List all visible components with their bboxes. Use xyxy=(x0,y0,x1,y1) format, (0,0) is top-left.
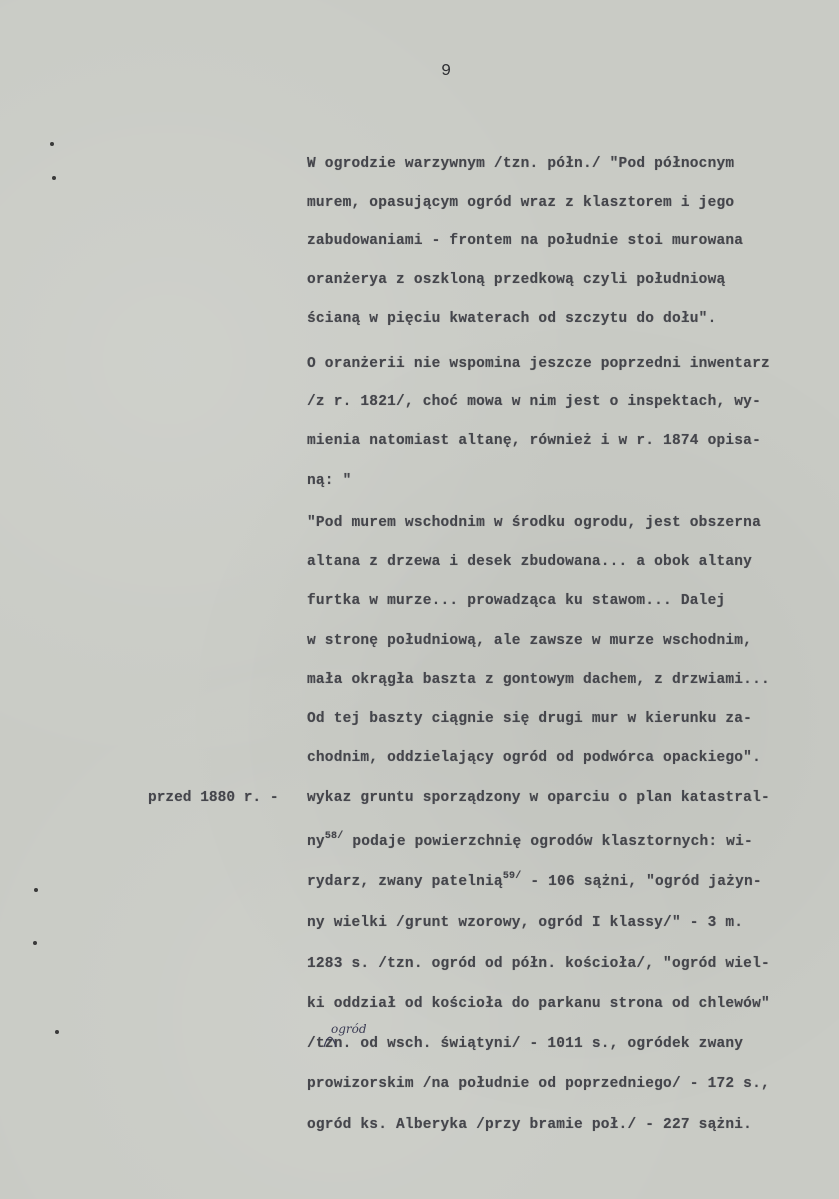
text-line: prowizorskim /na południe od poprzedniego/ - 172 s., xyxy=(307,1076,770,1092)
text-line: W ogrodzie warzywnym /tzn. półn./ "Pod północnym xyxy=(307,156,735,172)
punch-mark-icon xyxy=(55,1030,59,1034)
text-line: ną: " xyxy=(307,473,352,489)
text-line: zabudowaniami - frontem na południe stoi murowana xyxy=(307,233,744,249)
text-fragment: - 106 sążni, "ogród jażyn- xyxy=(521,874,762,890)
text-line-footnote-58 xyxy=(307,831,753,850)
text-fragment: rydarz, zwany patelnią xyxy=(307,874,503,890)
text-line: furtka w murze... prowadząca ku stawom... Dalej xyxy=(307,593,726,609)
punch-mark-icon xyxy=(34,888,38,892)
text-line: O oranżerii nie wspomina jeszcze poprzedni inwentarz xyxy=(307,356,770,372)
text-line: ścianą w pięciu kwaterach od szczytu do dołu". xyxy=(307,311,717,327)
text-line: 1283 s. /tzn. ogród od półn. kościoła/, "ogród wiel- xyxy=(307,956,770,972)
text-line: "Pod murem wschodnim w środku ogrodu, jest obszerna xyxy=(307,515,761,531)
text-line: murem, opasującym ogród wraz z klasztorem i jego xyxy=(307,195,735,211)
text-line: chodnim, oddzielający ogród od podwórca opackiego". xyxy=(307,750,761,766)
margin-date-note: przed 1880 r. - xyxy=(148,790,279,806)
text-line: /z r. 1821/, choć mowa w nim jest o inspektach, wy- xyxy=(307,394,761,410)
text-line: oranżerya z oszkloną przedkową czyli południową xyxy=(307,272,726,288)
text-line: ny wielki /grunt wzorowy, ogród I klassy/" - 3 m. xyxy=(307,915,744,931)
page-number: 9 xyxy=(441,62,452,81)
text-line: mienia natomiast altanę, również i w r. 1874 opisa- xyxy=(307,433,761,449)
text-line: ogród ks. Alberyka /przy bramie poł./ - 227 sążni. xyxy=(307,1117,753,1133)
text-line-footnote-59 xyxy=(307,871,762,890)
text-fragment: ny xyxy=(307,834,325,850)
punch-mark-icon xyxy=(50,142,54,146)
text-line: w stronę południową, ale zawsze w murze wschodnim, xyxy=(307,633,753,649)
text-line: ki oddział od kościoła do parkanu strona od chlewów" xyxy=(307,996,770,1012)
text-fragment: podaje powierzchnię ogrodów klasztornych: wi- xyxy=(343,834,753,850)
text-line: Od tej baszty ciągnie się drugi mur w kierunku za- xyxy=(307,711,753,727)
text-line: /tzn. od wsch. świątyni/ - 1011 s., ogródek zwany xyxy=(307,1036,744,1052)
text-line: wykaz gruntu sporządzony w oparciu o plan katastral- xyxy=(307,790,770,806)
text-line: altana z drzewa i desek zbudowana... a obok altany xyxy=(307,554,753,570)
footnote-ref-58: 58/ xyxy=(324,831,344,842)
text-line: mała okrągła baszta z gontowym dachem, z drzwiami... xyxy=(307,672,770,688)
punch-mark-icon xyxy=(33,941,37,945)
insertion-caret-icon xyxy=(322,1030,338,1048)
footnote-ref-59: 59/ xyxy=(502,871,522,882)
handwritten-insertion: ogród xyxy=(331,1022,367,1036)
punch-mark-icon xyxy=(52,176,56,180)
